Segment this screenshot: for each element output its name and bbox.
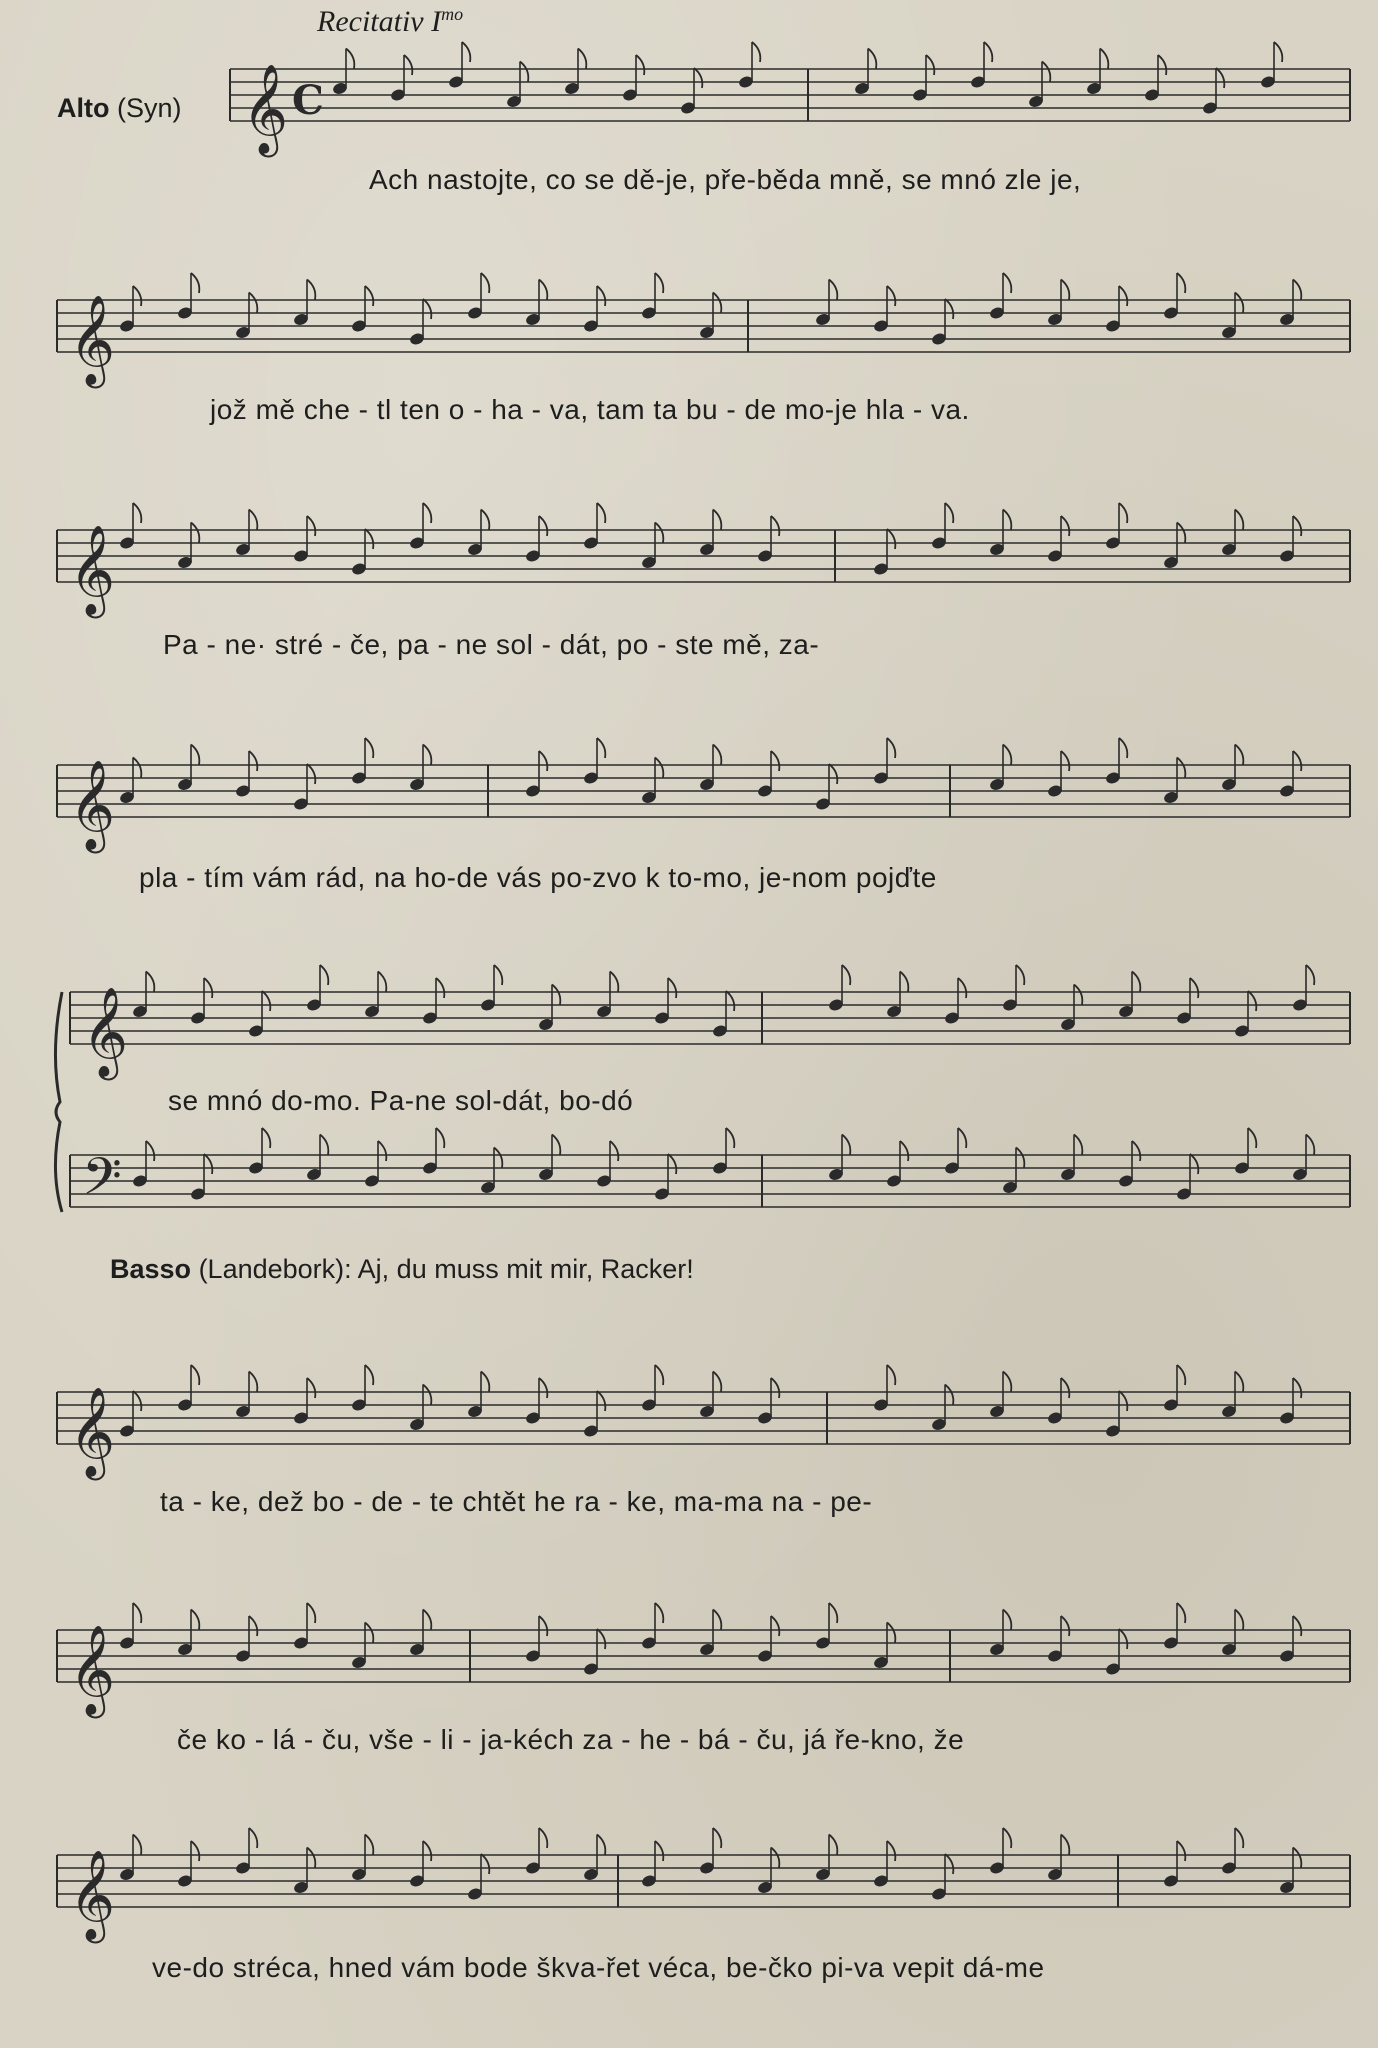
note-flag bbox=[1061, 1378, 1069, 1398]
note-flag bbox=[133, 503, 141, 523]
lyrics-line-3: Pa - ne· stré - če, pa - ne sol - dát, po - ste mě, za- bbox=[163, 629, 820, 660]
note-flag bbox=[539, 1378, 547, 1398]
note-flag bbox=[726, 991, 734, 1011]
note-flag bbox=[1016, 965, 1024, 985]
voice-role: (Syn) bbox=[117, 93, 182, 123]
note-flag bbox=[1293, 516, 1301, 536]
note-flag bbox=[423, 1610, 431, 1630]
note-flag bbox=[842, 965, 850, 985]
note-flag bbox=[578, 49, 586, 69]
note-flag bbox=[1235, 510, 1243, 530]
note-flag bbox=[365, 286, 373, 306]
note-flag bbox=[133, 1603, 141, 1623]
note-flag bbox=[539, 1616, 547, 1636]
note-flag bbox=[1119, 1629, 1127, 1649]
note-flag bbox=[1003, 1610, 1011, 1630]
note-flag bbox=[307, 280, 315, 300]
note-flag bbox=[262, 991, 270, 1011]
lyrics-line-2: jož mě che - tl ten o - ha - va, tam ta bu - de mo-je hla - va. bbox=[210, 394, 970, 425]
note-flag bbox=[307, 1848, 315, 1868]
note-flag bbox=[945, 1854, 953, 1874]
note-flag bbox=[1177, 1841, 1185, 1861]
note-flag bbox=[423, 1385, 431, 1405]
note-flag bbox=[597, 286, 605, 306]
note-flag bbox=[713, 510, 721, 530]
note-flag bbox=[984, 42, 992, 62]
note-flag bbox=[204, 978, 212, 998]
note-flag bbox=[249, 1828, 257, 1848]
note-flag bbox=[320, 965, 328, 985]
note-flag bbox=[1119, 1391, 1127, 1411]
note-flag bbox=[958, 1128, 966, 1148]
note-flag bbox=[146, 1141, 154, 1161]
note-flag bbox=[462, 42, 470, 62]
note-flag bbox=[133, 758, 141, 778]
note-flag bbox=[668, 1154, 676, 1174]
note-flag bbox=[249, 1616, 257, 1636]
note-flag bbox=[1003, 510, 1011, 530]
voice-name: Alto bbox=[57, 93, 110, 123]
note-flag bbox=[365, 1365, 373, 1385]
note-flag bbox=[655, 273, 663, 293]
note-flag bbox=[1061, 1835, 1069, 1855]
note-flag bbox=[771, 516, 779, 536]
treble-clef-icon: 𝄞 bbox=[82, 987, 129, 1077]
note-flag bbox=[1119, 286, 1127, 306]
note-flag bbox=[494, 965, 502, 985]
lyrics-line-5: se mnó do-mo. Pa-ne sol-dát, bo-dó bbox=[168, 1085, 634, 1116]
lyrics-line-4: pla - tím vám rád, na ho-de vás po-zvo k to-mo, je-nom pojďte bbox=[139, 862, 937, 893]
note-flag bbox=[1274, 42, 1282, 62]
note-flag bbox=[191, 1610, 199, 1630]
note-flag bbox=[1061, 1616, 1069, 1636]
note-flag bbox=[713, 1828, 721, 1848]
note-flag bbox=[1061, 516, 1069, 536]
note-flag bbox=[378, 1141, 386, 1161]
note-flag bbox=[481, 273, 489, 293]
note-flag bbox=[133, 286, 141, 306]
note-flag bbox=[191, 1841, 199, 1861]
note-flag bbox=[713, 1610, 721, 1630]
tempo-text: Recitativ I bbox=[317, 5, 442, 38]
note-flag bbox=[887, 1623, 895, 1643]
note-flag bbox=[655, 1841, 663, 1861]
note-flag bbox=[887, 738, 895, 758]
note-flag bbox=[694, 68, 702, 88]
note-flag bbox=[191, 1365, 199, 1385]
note-flag bbox=[378, 972, 386, 992]
note-flag bbox=[423, 299, 431, 319]
note-flag bbox=[423, 745, 431, 765]
note-flag bbox=[771, 1616, 779, 1636]
note-flag bbox=[597, 738, 605, 758]
note-flag bbox=[249, 751, 257, 771]
note-flag bbox=[829, 1603, 837, 1623]
note-flag bbox=[249, 1372, 257, 1392]
treble-clef-icon: 𝄞 bbox=[69, 1850, 116, 1940]
note-flag bbox=[829, 1835, 837, 1855]
note-flag bbox=[1003, 273, 1011, 293]
note-flag bbox=[423, 503, 431, 523]
note-flag bbox=[1235, 293, 1243, 313]
basso-text: (Landebork): Aj, du muss mit mir, Racker! bbox=[198, 1254, 694, 1284]
note-flag bbox=[552, 1135, 560, 1155]
note-flag bbox=[1074, 985, 1082, 1005]
treble-clef-icon: 𝄞 bbox=[69, 760, 116, 850]
lyrics-line-7: če ko - lá - ču, vše - li - ja-kéch za - he - bá - ču, já ře-kno, že bbox=[177, 1724, 965, 1755]
note-flag bbox=[887, 1365, 895, 1385]
note-flag bbox=[539, 1828, 547, 1848]
note-flag bbox=[713, 293, 721, 313]
note-flag bbox=[1235, 1372, 1243, 1392]
voice-name-basso: Basso bbox=[110, 1254, 192, 1284]
note-flag bbox=[610, 1141, 618, 1161]
treble-clef-icon: 𝄞 bbox=[69, 1387, 116, 1477]
treble-clef-icon: 𝄞 bbox=[69, 525, 116, 615]
note-flag bbox=[887, 529, 895, 549]
note-flag bbox=[1293, 1848, 1301, 1868]
note-flag bbox=[597, 1835, 605, 1855]
note-flag bbox=[597, 503, 605, 523]
note-flag bbox=[1119, 503, 1127, 523]
note-flag bbox=[436, 1128, 444, 1148]
note-flag bbox=[1306, 965, 1314, 985]
treble-clef-icon: 𝄞 bbox=[69, 295, 116, 385]
note-flag bbox=[307, 764, 315, 784]
lyrics-line-1: Ach nastojte, co se dě-je, pře-běda mně, se mnó zle je, bbox=[369, 164, 1082, 195]
note-flag bbox=[191, 523, 199, 543]
note-flag bbox=[610, 972, 618, 992]
note-flag bbox=[887, 1841, 895, 1861]
note-flag bbox=[481, 1854, 489, 1874]
note-flag bbox=[133, 1835, 141, 1855]
note-flag bbox=[958, 978, 966, 998]
note-flag bbox=[307, 1378, 315, 1398]
note-flag bbox=[539, 280, 547, 300]
note-flag bbox=[771, 1848, 779, 1868]
note-flag bbox=[655, 1603, 663, 1623]
note-flag bbox=[365, 738, 373, 758]
note-flag bbox=[713, 1372, 721, 1392]
note-flag bbox=[655, 1365, 663, 1385]
note-flag bbox=[829, 764, 837, 784]
note-flag bbox=[365, 529, 373, 549]
note-flag bbox=[868, 49, 876, 69]
note-flag bbox=[1293, 280, 1301, 300]
note-flag bbox=[1119, 738, 1127, 758]
note-flag bbox=[1177, 1603, 1185, 1623]
note-flag bbox=[436, 978, 444, 998]
note-flag bbox=[655, 758, 663, 778]
note-flag bbox=[423, 1841, 431, 1861]
note-flag bbox=[1158, 55, 1166, 75]
note-flag bbox=[1293, 751, 1301, 771]
note-flag bbox=[539, 751, 547, 771]
treble-clef-icon: 𝄞 bbox=[69, 1625, 116, 1715]
note-flag bbox=[191, 273, 199, 293]
note-flag bbox=[655, 523, 663, 543]
note-flag bbox=[249, 293, 257, 313]
note-flag bbox=[597, 1391, 605, 1411]
lyrics-line-6: ta - ke, dež bo - de - te chtět he ra - ke, ma-ma na - pe- bbox=[160, 1486, 873, 1517]
note-flag bbox=[1235, 1828, 1243, 1848]
common-time-icon: C bbox=[292, 77, 324, 124]
note-flag bbox=[1177, 273, 1185, 293]
note-flag bbox=[307, 1603, 315, 1623]
note-flag bbox=[481, 1372, 489, 1392]
note-flag bbox=[1100, 49, 1108, 69]
note-flag bbox=[1003, 745, 1011, 765]
note-flag bbox=[1061, 751, 1069, 771]
note-flag bbox=[520, 62, 528, 82]
note-flag bbox=[191, 745, 199, 765]
note-flag bbox=[1216, 68, 1224, 88]
lyrics-line-8: ve-do stréca, hned vám bode škva-řet véca, be-čko pi-va vepit dá-me bbox=[152, 1952, 1045, 1983]
note-flag bbox=[133, 1391, 141, 1411]
note-flag bbox=[1003, 1372, 1011, 1392]
note-flag bbox=[887, 286, 895, 306]
note-flag bbox=[597, 1629, 605, 1649]
note-flag bbox=[713, 745, 721, 765]
tempo-sup: mo bbox=[441, 4, 464, 24]
note-flag bbox=[1132, 972, 1140, 992]
note-flag bbox=[900, 972, 908, 992]
system-brace bbox=[55, 992, 62, 1212]
note-flag bbox=[1074, 1135, 1082, 1155]
note-flag bbox=[1061, 280, 1069, 300]
note-flag bbox=[668, 978, 676, 998]
note-flag bbox=[1293, 1378, 1301, 1398]
note-flag bbox=[1132, 1141, 1140, 1161]
note-flag bbox=[1016, 1148, 1024, 1168]
note-flag bbox=[1177, 758, 1185, 778]
note-flag bbox=[1003, 1828, 1011, 1848]
note-flag bbox=[494, 1148, 502, 1168]
note-flag bbox=[320, 1135, 328, 1155]
note-flag bbox=[249, 510, 257, 530]
note-flag bbox=[552, 985, 560, 1005]
treble-clef-icon: 𝄞 bbox=[242, 64, 289, 154]
note-flag bbox=[1248, 1128, 1256, 1148]
note-flag bbox=[945, 299, 953, 319]
note-flag bbox=[752, 42, 760, 62]
note-flag bbox=[365, 1623, 373, 1643]
note-flag bbox=[481, 510, 489, 530]
note-flag bbox=[1235, 1610, 1243, 1630]
note-flag bbox=[307, 516, 315, 536]
note-flag bbox=[1177, 523, 1185, 543]
note-flag bbox=[1293, 1616, 1301, 1636]
bass-clef-icon: 𝄢 bbox=[82, 1146, 122, 1219]
note-flag bbox=[539, 516, 547, 536]
note-flag bbox=[262, 1128, 270, 1148]
note-flag bbox=[1177, 1365, 1185, 1385]
note-flag bbox=[1235, 745, 1243, 765]
note-flag bbox=[926, 55, 934, 75]
note-flag bbox=[829, 280, 837, 300]
note-flag bbox=[945, 503, 953, 523]
note-flag bbox=[636, 55, 644, 75]
note-flag bbox=[404, 55, 412, 75]
note-flag bbox=[771, 1378, 779, 1398]
note-flag bbox=[346, 49, 354, 69]
note-flag bbox=[726, 1128, 734, 1148]
note-flag bbox=[365, 1835, 373, 1855]
note-flag bbox=[1190, 978, 1198, 998]
note-flag bbox=[842, 1135, 850, 1155]
note-flag bbox=[1248, 991, 1256, 1011]
note-flag bbox=[146, 972, 154, 992]
note-flag bbox=[900, 1141, 908, 1161]
note-flag bbox=[204, 1154, 212, 1174]
note-flag bbox=[771, 751, 779, 771]
note-flag bbox=[1306, 1135, 1314, 1155]
note-flag bbox=[1042, 62, 1050, 82]
note-flag bbox=[945, 1385, 953, 1405]
note-flag bbox=[1190, 1154, 1198, 1174]
